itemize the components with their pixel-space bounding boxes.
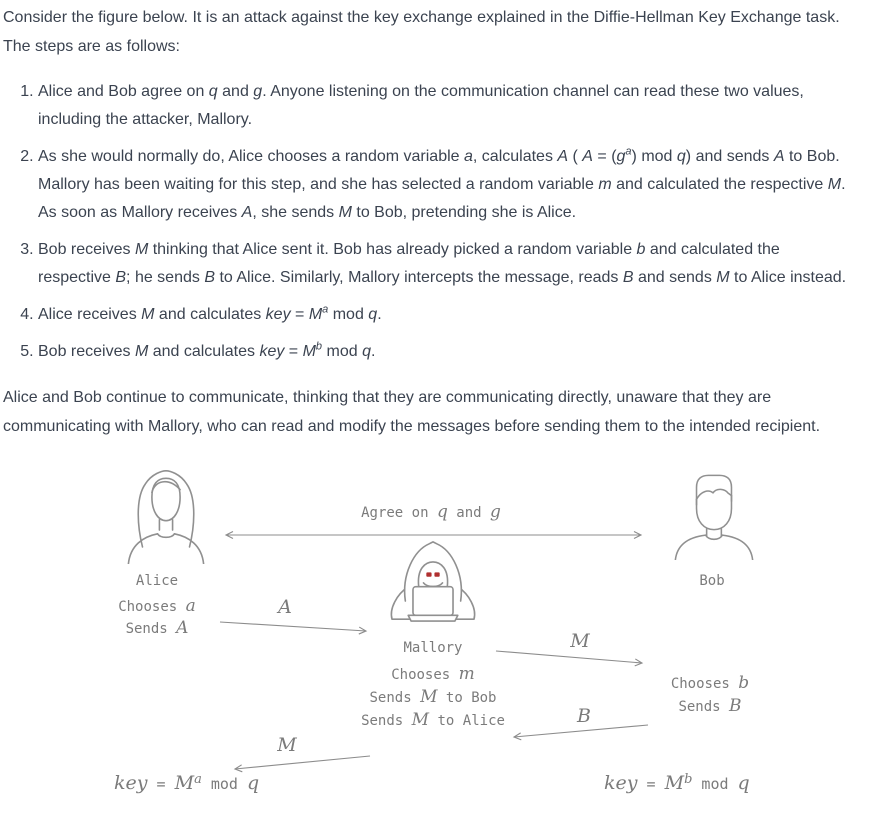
alice-action-labels xyxy=(77,596,237,640)
arrow-m-mallory-to-alice xyxy=(235,756,370,769)
agree-arrow-label: Agree on q and g xyxy=(361,502,501,522)
bob-avatar-icon xyxy=(665,468,763,560)
step-text-4: Alice receives M and calculates key = $M^a$ mod q. xyxy=(38,303,382,323)
alice-sends-label: Sends A xyxy=(125,618,189,638)
alice-name-label: Alice xyxy=(135,573,179,589)
step-text-2: As she would normally do, Alice chooses a random variable a, calculates A ( $A = (g^a)$ mod q) and sends A to Bob. Mallory has been waiting for this step, and she has selected a random variable m and calculated the respective M. As soon as Mallory receives A, she sends M to Bob, pretending she is Alice. xyxy=(38,145,846,221)
bob-name-label: Bob xyxy=(699,573,725,589)
step-item-2 xyxy=(38,143,856,227)
intro-line-1: Consider the figure below. It is an attack against the key exchange explained in the Diffie-Hellman Key Exchange task. xyxy=(3,9,840,26)
bob-chooses-label: Chooses b xyxy=(670,673,750,693)
bob-action-labels xyxy=(630,672,790,718)
intro-paragraph xyxy=(3,3,856,61)
mallory-sends-alice-label: Sends M to Alice xyxy=(361,710,505,730)
arrow-m-to-bob-label: M xyxy=(570,630,590,652)
outro-text: Alice and Bob continue to communicate, thinking that they are communicating directly, unaware that they are communicating with Mallory, who can read and modify the messages before sending them to the intended recipient. xyxy=(3,389,821,435)
step-text-5: Bob receives M and calculates key = $M^b$ mod q. xyxy=(38,340,376,360)
mallory-name-label: Mallory xyxy=(403,640,463,656)
step-text-1: Alice and Bob agree on q and g. Anyone listening on the communication channel can read these two values, including the attacker, Mallory. xyxy=(38,83,804,128)
alice-avatar-icon xyxy=(119,466,213,564)
step-item-3 xyxy=(38,236,856,292)
arrow-b-label: B xyxy=(577,705,591,727)
arrow-m-to-alice-label: M xyxy=(277,734,297,756)
alice-chooses-label: Chooses a xyxy=(118,596,196,616)
steps-list xyxy=(3,78,856,366)
mallory-sends-bob-label: Sends M to Bob xyxy=(369,687,497,707)
mallory-avatar-icon xyxy=(384,540,482,622)
bob-key-formula: key = $M^b$ mod q xyxy=(604,772,750,794)
arrow-a-alice-to-mallory xyxy=(220,622,366,631)
step-text-3: Bob receives M thinking that Alice sent it. Bob has already picked a random variable b and calculated the respective B; he sends B to Alice. Similarly, Mallory intercepts the message, reads B and sends M to Alice instead. xyxy=(38,241,847,286)
outro-paragraph xyxy=(3,383,856,441)
diagram-figure xyxy=(0,456,880,821)
intro-line-2: The steps are as follows: xyxy=(3,38,180,55)
step-item-4 xyxy=(38,301,856,329)
step-item-1 xyxy=(38,78,856,134)
bob-sends-label: Sends B xyxy=(678,696,742,716)
mallory-action-labels xyxy=(323,663,543,732)
alice-key-formula: key = $M^a$ mod q xyxy=(114,772,260,794)
mallory-chooses-label: Chooses m xyxy=(391,664,475,684)
arrow-a-label: A xyxy=(278,596,292,618)
step-item-5 xyxy=(38,338,856,366)
